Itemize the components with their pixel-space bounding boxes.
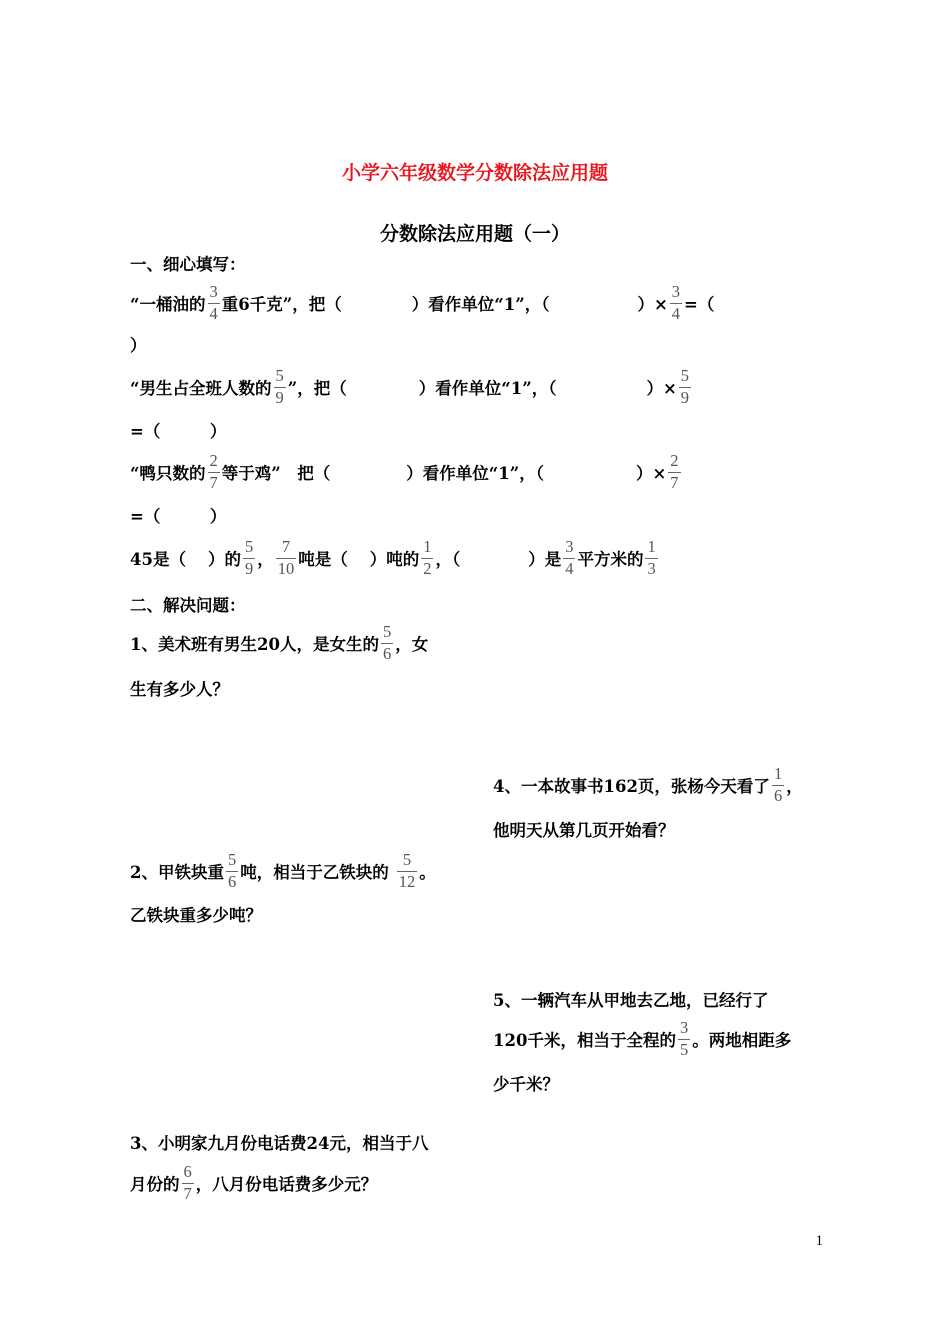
problem-3-line-2 xyxy=(130,1160,377,1206)
numerator: 1 xyxy=(423,537,432,556)
fraction xyxy=(276,539,297,577)
problem-text: 。 xyxy=(419,863,436,882)
fraction xyxy=(772,766,784,804)
denominator: 12 xyxy=(398,871,416,891)
problem-4-line-1 xyxy=(493,762,803,808)
problem-text: 3、小明家九月份电话费24元，相当于八 xyxy=(130,1134,429,1153)
problem-1-line-1 xyxy=(130,620,428,666)
denominator: 4 xyxy=(565,558,574,578)
fill-line-1 xyxy=(130,280,714,326)
fill-text: =（ ） xyxy=(130,507,227,526)
problem-text: 4、一本故事书162页，张杨今天看了 xyxy=(493,777,770,796)
fill-line-4 xyxy=(130,535,660,581)
problem-2-line-2 xyxy=(130,902,262,926)
fill-text: ”，把（ xyxy=(287,379,347,398)
numerator: 3 xyxy=(679,1018,689,1037)
denominator: 6 xyxy=(773,785,783,805)
denominator: 7 xyxy=(670,472,679,492)
page-number: 1 xyxy=(815,1233,823,1249)
fill-text: ）× xyxy=(635,464,667,483)
problem-5-line-3 xyxy=(493,1071,559,1095)
fill-text: ）× xyxy=(637,295,668,314)
fill-text: 45是（ xyxy=(130,550,186,569)
numerator: 5 xyxy=(275,366,284,385)
denominator: 5 xyxy=(679,1039,689,1059)
fill-text: ， xyxy=(257,550,274,569)
numerator: 6 xyxy=(183,1162,192,1181)
fraction xyxy=(381,624,393,662)
problem-text: 少千米？ xyxy=(493,1075,559,1094)
problem-text: 。两地相距多 xyxy=(692,1031,792,1050)
numerator: 5 xyxy=(402,850,412,869)
problem-1-line-2 xyxy=(130,676,229,700)
problem-text: 5、一辆汽车从甲地去乙地，已经行了 xyxy=(493,991,769,1010)
fraction xyxy=(226,852,238,890)
fraction xyxy=(421,539,433,577)
numerator: 1 xyxy=(647,537,656,556)
problem-text: ，八月份电话费多少元？ xyxy=(195,1175,378,1194)
numerator: 3 xyxy=(565,537,574,556)
numerator: 1 xyxy=(773,764,783,783)
problem-5-line-1 xyxy=(493,987,768,1011)
fill-text: 平方米的 xyxy=(577,550,644,569)
fill-text: “男生占全班人数的 xyxy=(130,379,272,398)
fill-text: ） xyxy=(130,336,147,355)
denominator: 9 xyxy=(680,387,690,407)
problem-2-line-1 xyxy=(130,848,436,894)
document-title: 小学六年级数学分数除法应用题 xyxy=(341,162,608,184)
problem-text: ，女 xyxy=(395,635,429,654)
numerator: 5 xyxy=(244,537,254,556)
denominator: 4 xyxy=(671,303,681,323)
problem-text: 120千米，相当于全程的 xyxy=(493,1031,676,1050)
fill-line-3-continued xyxy=(130,503,226,527)
fill-text: ）吨的 xyxy=(369,550,420,569)
numerator: 5 xyxy=(382,622,392,641)
fill-text: =（ xyxy=(684,295,715,314)
problem-text: 他明天从第几页开始看？ xyxy=(493,821,675,840)
fraction xyxy=(243,539,255,577)
fill-line-3 xyxy=(130,449,683,495)
numerator: 2 xyxy=(209,451,218,470)
denominator: 3 xyxy=(647,558,656,578)
problem-3-line-1 xyxy=(130,1130,428,1154)
fraction xyxy=(678,1020,690,1058)
problem-text: 乙铁块重多少吨？ xyxy=(130,906,262,925)
fill-text: 等于鸡” 把（ xyxy=(221,464,331,483)
numerator: 3 xyxy=(671,282,681,301)
fraction xyxy=(645,539,657,577)
fraction xyxy=(563,539,575,577)
problem-5-line-2 xyxy=(493,1016,791,1062)
fill-text: ）的 xyxy=(207,550,241,569)
numerator: 3 xyxy=(209,282,218,301)
denominator: 9 xyxy=(244,558,254,578)
fraction xyxy=(208,453,220,491)
fill-text: =（ ） xyxy=(130,422,227,441)
fill-text: ）是 xyxy=(528,550,562,569)
denominator: 6 xyxy=(227,871,237,891)
fill-line-2 xyxy=(130,364,693,410)
problem-text: 生有多少人？ xyxy=(130,680,229,699)
denominator: 4 xyxy=(209,303,218,323)
fill-text: ）看作单位“1”，（ xyxy=(411,295,550,314)
fill-text: 重6千克”，把（ xyxy=(221,295,342,314)
denominator: 2 xyxy=(423,558,432,578)
fill-text: 吨是（ xyxy=(298,550,348,569)
fraction xyxy=(274,368,286,406)
fill-text: ）× xyxy=(646,379,677,398)
fraction xyxy=(182,1164,194,1202)
denominator: 9 xyxy=(275,387,284,407)
numerator: 2 xyxy=(670,451,679,470)
document-subtitle: 分数除法应用题（一） xyxy=(379,223,570,245)
fill-text: ，（ xyxy=(435,550,461,569)
problem-text: 吨，相当于乙铁块的 xyxy=(240,863,389,882)
problem-text: ， xyxy=(786,777,803,796)
numerator: 7 xyxy=(281,537,291,556)
denominator: 6 xyxy=(382,643,392,663)
fraction xyxy=(397,852,418,890)
problem-text: 1、美术班有男生20人，是女生的 xyxy=(130,635,379,654)
denominator: 10 xyxy=(277,558,295,578)
numerator: 5 xyxy=(680,366,690,385)
numerator: 5 xyxy=(227,850,237,869)
fill-text: ）看作单位“1”，（ xyxy=(406,464,544,483)
problem-4-line-2 xyxy=(493,817,675,841)
problem-text: 月份的 xyxy=(130,1175,180,1194)
fill-text: “一桶油的 xyxy=(130,295,206,314)
section-2-heading: 二、解决问题： xyxy=(130,596,246,615)
fraction xyxy=(679,368,691,406)
fraction xyxy=(668,453,680,491)
fraction xyxy=(208,284,220,322)
fill-text: ）看作单位“1”，（ xyxy=(418,379,557,398)
fill-text: “鸭只数的 xyxy=(130,464,206,483)
fraction xyxy=(670,284,682,322)
fill-line-1-continued xyxy=(130,332,147,356)
problem-text: 2、甲铁块重 xyxy=(130,863,224,882)
fill-line-2-continued xyxy=(130,418,226,442)
denominator: 7 xyxy=(209,472,218,492)
section-1-heading: 一、细心填写： xyxy=(130,255,246,274)
denominator: 7 xyxy=(183,1183,192,1203)
